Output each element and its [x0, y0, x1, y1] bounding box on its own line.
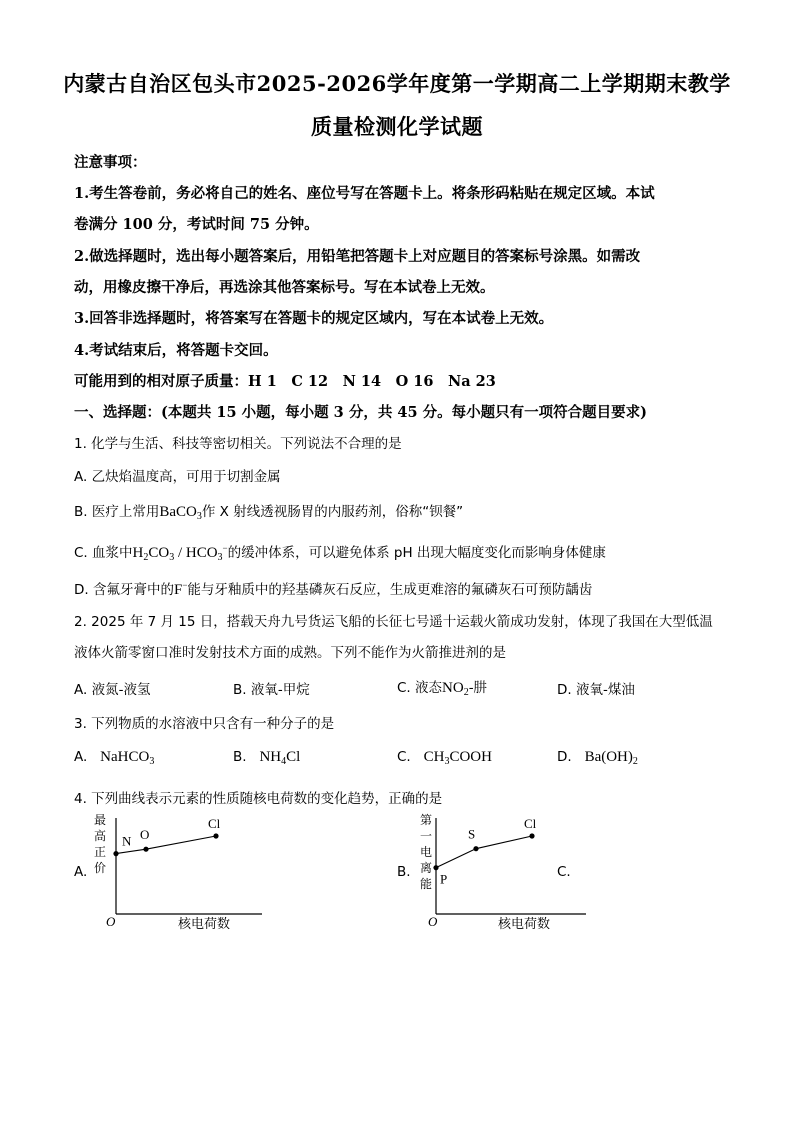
q4-option-c-label: C. — [557, 864, 571, 880]
chart-b-point-label-P: P — [440, 871, 448, 887]
q3-stem: 3. 下列物质的水溶液中只含有一种分子的是 — [74, 716, 335, 732]
chart-b-points — [433, 816, 536, 887]
q3-option-d — [557, 749, 638, 766]
q4-option-b-label: B. — [397, 864, 411, 880]
q3-option-b — [233, 749, 300, 766]
chart-b-origin: O — [428, 914, 438, 929]
q3-option-d-label: D. — [557, 749, 572, 765]
ch3cooh-formula: $CH_3COOH$ — [423, 749, 492, 767]
exam-title-line1: 内蒙古自治区包头市2025-2026学年度第一学期高二上学期期末教学 — [63, 71, 731, 96]
chart-b-point-label-S: S — [468, 826, 476, 842]
q1-stem: 1. 化学与生活、科技等密切相关。下列说法不合理的是 — [74, 436, 402, 452]
q1-option-d — [74, 578, 724, 599]
q3-option-c — [397, 749, 492, 766]
baoh2-formula: $Ba(OH)_2$ — [584, 749, 638, 767]
chart-b-ylabel-4: 能 — [420, 877, 433, 891]
q2-option-c-pre: C. 液态 — [397, 680, 443, 696]
q4-stem: 4. 下列曲线表示元素的性质随核电荷数的变化趋势，正确的是 — [74, 791, 443, 807]
chart-a-points — [113, 816, 220, 856]
chart-a-point-O — [143, 847, 148, 852]
atomic-masses: 可能用到的相对原子质量：H 1 C 12 N 14 O 16 Na 23 — [74, 373, 496, 390]
notice-item2-line2: 动，用橡皮擦干净后，再选涂其他答案标号。写在本试卷上无效。 — [74, 279, 495, 296]
notice-heading: 注意事项： — [74, 154, 147, 171]
notice-item1-line2: 卷满分 100 分，考试时间 75 分钟。 — [74, 216, 319, 233]
chart-b-ylabel-1: 一 — [420, 829, 433, 843]
q3-option-b-label: B. — [233, 749, 247, 765]
chart-b-point-S — [473, 846, 478, 851]
q2-option-c — [397, 676, 487, 697]
chart-a-xlabel: 核电荷数 — [178, 916, 231, 931]
q1-option-c-post: 的缓冲体系，可以避免体系 pH 出现大幅度变化而影响身体健康 — [227, 545, 606, 561]
chart-b-point-label-Cl: Cl — [524, 816, 537, 831]
q2-option-c-post: -肼 — [468, 680, 488, 696]
q2-option-d: D. 液氧-煤油 — [557, 682, 635, 698]
chart-a-max-valence — [84, 810, 264, 938]
q1-option-d-post: 能与牙釉质中的羟基磷灰石反应，生成更难溶的氟磷灰石可预防龋齿 — [187, 582, 593, 598]
nh4cl-formula: $NH_4Cl$ — [259, 749, 301, 767]
chart-a-ylabel-1: 高 — [94, 829, 107, 843]
q1-option-d-pre: D. 含氟牙膏中的 — [74, 582, 174, 598]
fluoride-ion-formula: F− — [173, 580, 188, 598]
baco3-formula: BaCO$_3$ — [159, 504, 202, 522]
q1-option-b-post: 作 X 射线透视肠胃的内服药剂，俗称“钡餐” — [201, 504, 464, 520]
notice-item3: 3.回答非选择题时，将答案写在答题卡的规定区域内，写在本试卷上无效。 — [74, 310, 554, 327]
chart-b-ylabel-2: 电 — [420, 845, 433, 859]
q3-option-a-label: A. — [74, 749, 88, 765]
chart-b-ylabel-0: 第 — [420, 813, 433, 827]
chart-a-point-Cl — [213, 833, 218, 838]
notice-item2-line1: 2.做选择题时，选出每小题答案后，用铅笔把答题卡上对应题目的答案标号涂黑。如需改 — [74, 248, 641, 265]
chart-b-xlabel: 核电荷数 — [498, 916, 551, 931]
chart-b-first-ionization — [408, 810, 588, 938]
q3-option-c-label: C. — [397, 749, 411, 765]
exam-title-line2: 质量检测化学试题 — [311, 114, 483, 139]
q2-stem-line2: 液体火箭零窗口准时发射技术方面的成熟。下列不能作为火箭推进剂的是 — [74, 645, 506, 661]
chart-a-origin: O — [106, 914, 116, 929]
chart-a-point-label-O: O — [140, 827, 150, 843]
q1-option-b — [74, 500, 724, 521]
q1-option-c — [74, 541, 724, 562]
q1-option-a: A. 乙炔焰温度高，可用于切割金属 — [74, 469, 281, 485]
chart-b-point-P — [433, 865, 438, 870]
chart-a-point-label-Cl: Cl — [208, 816, 221, 831]
q4-option-a-label: A. — [74, 864, 88, 880]
chart-a-ylabel-3: 价 — [94, 861, 107, 875]
no2-formula: $NO_2$ — [442, 680, 469, 698]
q2-option-b: B. 液氧-甲烷 — [233, 682, 310, 698]
chart-a-ylabel-0: 最 — [94, 813, 107, 827]
chart-b-point-Cl — [529, 833, 534, 838]
chart-a-point-label-N: N — [122, 833, 132, 849]
section1-heading: 一、选择题：(本题共 15 小题，每小题 3 分，共 45 分。每小题只有一项符合题目要求) — [74, 404, 647, 421]
q1-option-b-pre: B. 医疗上常用 — [74, 504, 160, 520]
chart-a-ylabel-2: 正 — [94, 845, 107, 859]
q1-option-c-pre: C. 血浆中 — [74, 545, 133, 561]
q2-stem-line1: 2. 2025 年 7 月 15 日，搭载天舟九号货运飞船的长征七号遥十运载火箭成功发射，体现了我国在大型低温 — [74, 614, 713, 630]
chart-b-ylabel-3: 离 — [420, 861, 433, 875]
buffer-formula: $H_2CO_3 / HCO_3^-$ — [132, 543, 228, 563]
notice-item1-line1: 1.考生答卷前，务必将自己的姓名、座位号写在答题卡上。将条形码粘贴在规定区域。本试 — [74, 185, 655, 202]
q3-option-a — [74, 749, 154, 766]
q2-option-a: A. 液氮-液氢 — [74, 682, 151, 698]
notice-item4: 4.考试结束后，将答题卡交回。 — [74, 342, 278, 359]
chart-a-point-N — [113, 851, 118, 856]
chart-b-series-line — [436, 836, 532, 868]
nahco3-formula: NaHCO$_3$ — [100, 749, 155, 767]
